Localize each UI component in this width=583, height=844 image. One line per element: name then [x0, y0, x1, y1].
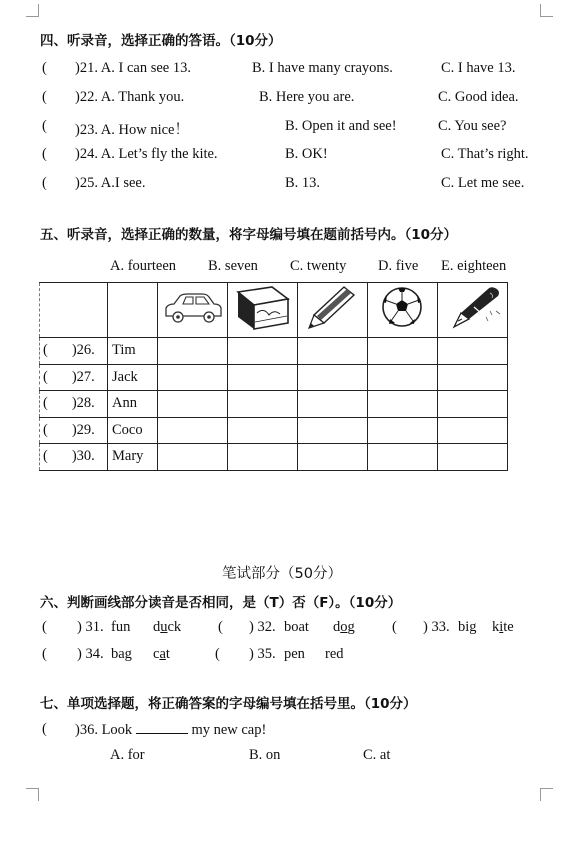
- answer-paren[interactable]: (: [42, 146, 47, 162]
- question-option-a: )22. A. Thank you.: [75, 89, 185, 105]
- book-icon: [228, 283, 296, 332]
- section4-heading: 四、听录音，选择正确的答语。（10分）: [40, 33, 282, 49]
- choice-a: A. for: [110, 747, 145, 763]
- answer-paren[interactable]: (: [42, 60, 47, 76]
- empty-cell: [158, 391, 228, 418]
- answer-cell[interactable]: ( )27.: [40, 364, 108, 391]
- car-icon: [158, 283, 226, 332]
- answer-paren[interactable]: (: [42, 646, 47, 662]
- question-option-c: C. Let me see.: [441, 175, 525, 191]
- pen-icon: [438, 283, 506, 332]
- question-option-a: )21. A. I can see 13.: [75, 60, 191, 76]
- corner-mark-top-left: [26, 4, 39, 17]
- name-cell: Jack: [108, 364, 158, 391]
- empty-cell: [228, 444, 298, 471]
- choice-b: B. on: [249, 747, 281, 763]
- choice-c: C. at: [363, 747, 391, 763]
- question-option-b: B. Open it and see!: [285, 118, 397, 134]
- answer-cell[interactable]: ( )29.: [40, 417, 108, 444]
- question-option-a: )24. A. Let’s fly the kite.: [75, 146, 218, 162]
- question-number: ) 32.: [249, 619, 276, 635]
- answer-paren[interactable]: (: [215, 646, 220, 662]
- corner-mark-bottom-left: [26, 788, 39, 801]
- quantity-option: E. eighteen: [441, 258, 507, 274]
- empty-cell: [438, 338, 508, 365]
- picture-cell: [228, 283, 298, 338]
- table-corner-cell: [40, 283, 108, 338]
- question-option-a: )25. A.I see.: [75, 175, 146, 191]
- table-row: [40, 391, 508, 418]
- empty-cell: [228, 364, 298, 391]
- question-option-b: B. OK!: [285, 146, 328, 162]
- empty-cell: [368, 364, 438, 391]
- answer-cell[interactable]: ( )28.: [40, 391, 108, 418]
- section5-heading: 五、听录音，选择正确的数量，将字母编号填在题前括号内。（10分）: [40, 227, 458, 243]
- question-option-c: C. You see?: [438, 118, 507, 134]
- word-two: red: [325, 646, 344, 662]
- answer-paren[interactable]: (: [42, 175, 47, 191]
- empty-cell: [228, 417, 298, 444]
- word-two: dog: [333, 619, 355, 635]
- table-row: [40, 417, 508, 444]
- empty-cell: [368, 444, 438, 471]
- table-header-blank: [108, 283, 158, 338]
- question-number: ) 34.: [77, 646, 104, 662]
- empty-cell: [228, 391, 298, 418]
- empty-cell: [438, 444, 508, 471]
- empty-cell: [368, 417, 438, 444]
- word-two: kite: [492, 619, 514, 635]
- counting-table: [39, 282, 508, 471]
- word-one: big: [458, 619, 477, 635]
- question-number: ) 31.: [77, 619, 104, 635]
- corner-mark-top-right: [540, 4, 553, 17]
- answer-paren[interactable]: (: [42, 118, 47, 134]
- name-cell: Ann: [108, 391, 158, 418]
- answer-paren[interactable]: (: [42, 721, 47, 737]
- corner-mark-bottom-right: [540, 788, 553, 801]
- empty-cell: [298, 444, 368, 471]
- table-row: [40, 444, 508, 471]
- table-row: [40, 338, 508, 365]
- word-one: pen: [284, 646, 305, 662]
- name-cell: Coco: [108, 417, 158, 444]
- word-one: fun: [111, 619, 131, 635]
- empty-cell: [298, 417, 368, 444]
- answer-paren[interactable]: (: [392, 619, 397, 635]
- empty-cell: [438, 364, 508, 391]
- written-part-title: 笔试部分（50分）: [222, 566, 342, 582]
- answer-cell[interactable]: ( )30.: [40, 444, 108, 471]
- empty-cell: [298, 338, 368, 365]
- question-option-c: C. I have 13.: [441, 60, 516, 76]
- answer-paren[interactable]: (: [42, 89, 47, 105]
- empty-cell: [158, 444, 228, 471]
- section7-heading: 七、单项选择题，将正确答案的字母编号填在括号里。（10分）: [40, 696, 417, 712]
- picture-cell: [368, 283, 438, 338]
- section6-heading: 六、判断画线部分读音是否相同，是（T）否（F）。（10分）: [40, 595, 402, 611]
- answer-paren[interactable]: (: [218, 619, 223, 635]
- picture-cell: [298, 283, 368, 338]
- empty-cell: [158, 417, 228, 444]
- answer-paren[interactable]: (: [42, 619, 47, 635]
- empty-cell: [368, 338, 438, 365]
- word-two: duck: [153, 619, 182, 635]
- empty-cell: [298, 364, 368, 391]
- picture-cell: [158, 283, 228, 338]
- answer-cell[interactable]: ( )26.: [40, 338, 108, 365]
- picture-cell: [438, 283, 508, 338]
- question-stem: )36. Look my new cap!: [75, 722, 267, 738]
- pencil-icon: [298, 283, 366, 332]
- empty-cell: [438, 417, 508, 444]
- question-option-c: C. That’s right.: [441, 146, 529, 162]
- question-option-b: B. I have many crayons.: [252, 60, 393, 76]
- empty-cell: [438, 391, 508, 418]
- name-cell: Tim: [108, 338, 158, 365]
- quantity-option: B. seven: [208, 258, 258, 274]
- table-row: [40, 364, 508, 391]
- name-cell: Mary: [108, 444, 158, 471]
- question-number: ) 35.: [249, 646, 276, 662]
- question-option-b: B. Here you are.: [259, 89, 355, 105]
- word-one: bag: [111, 646, 132, 662]
- question-option-a: )23. A. How nice！: [75, 122, 189, 138]
- word-one: boat: [284, 619, 309, 635]
- fill-blank[interactable]: [136, 721, 188, 734]
- quantity-option: C. twenty: [290, 258, 347, 274]
- football-icon: [368, 283, 436, 332]
- empty-cell: [158, 364, 228, 391]
- empty-cell: [158, 338, 228, 365]
- question-option-b: B. 13.: [285, 175, 321, 191]
- quantity-option: D. five: [378, 258, 419, 274]
- question-number: ) 33.: [423, 619, 450, 635]
- quantity-option: A. fourteen: [110, 258, 177, 274]
- empty-cell: [368, 391, 438, 418]
- empty-cell: [298, 391, 368, 418]
- question-option-c: C. Good idea.: [438, 89, 519, 105]
- empty-cell: [228, 338, 298, 365]
- word-two: cat: [153, 646, 170, 662]
